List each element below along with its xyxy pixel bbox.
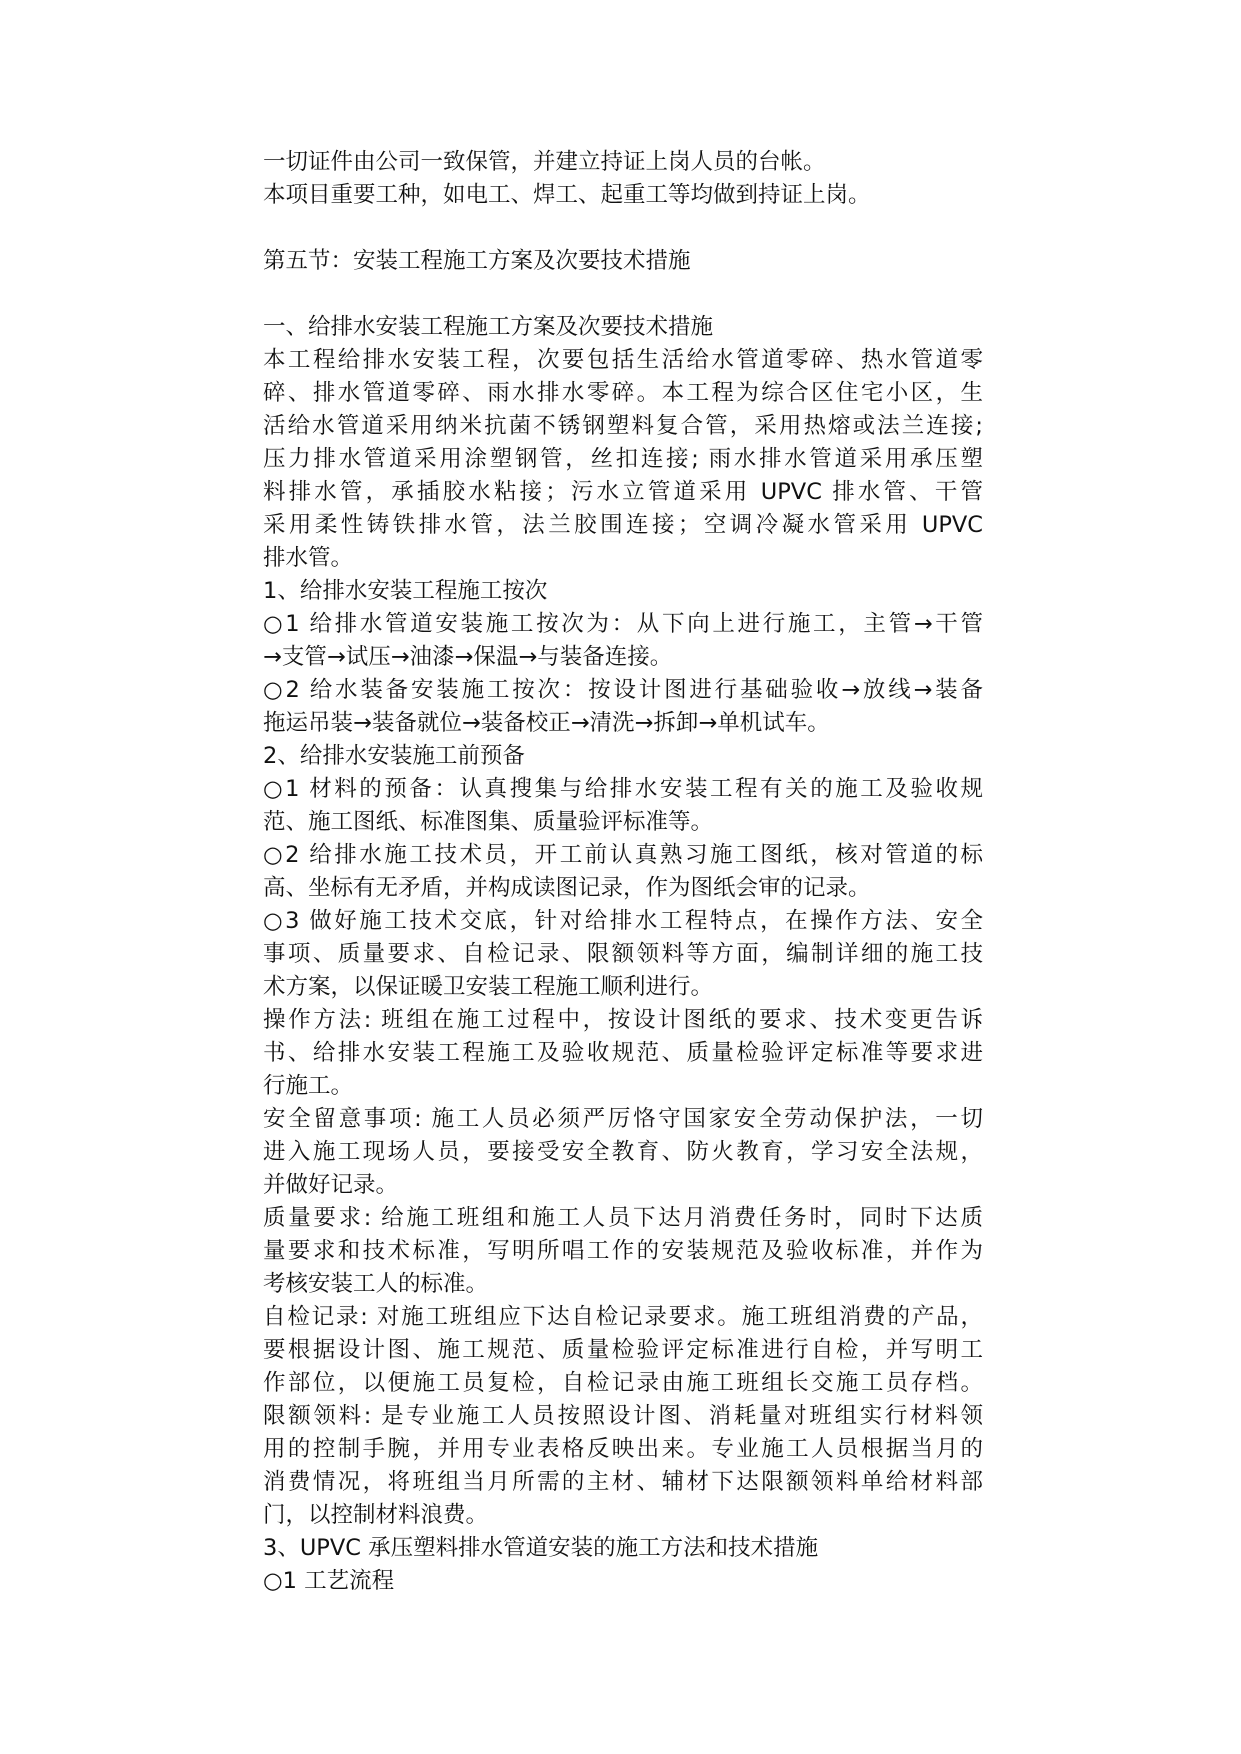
text-line: 本项目重要工种，如电工、焊工、起重工等均做到持证上岗。	[263, 182, 871, 208]
text-line: 安全留意事项: 施工人员必须严厉恪守国家安全劳动保护法，一切	[263, 1106, 983, 1132]
text-line: 自检记录: 对施工班组应下达自检记录要求。施工班组消费的产品，	[263, 1304, 983, 1330]
text-line: 作部位，以便施工员复检，自检记录由施工班组长交施工员存档。	[263, 1370, 983, 1396]
text-line: ○1 给排水管道安装施工按次为：从下向上进行施工，主管→干管	[263, 611, 983, 637]
text-line: 事项、质量要求、自检记录、限额领料等方面，编制详细的施工技	[263, 941, 983, 967]
text-line: 门，以控制材料浪费。	[263, 1502, 489, 1528]
text-line: 并做好记录。	[263, 1172, 399, 1198]
text-line: 拖运吊装→装备就位→装备校正→清洗→拆卸→单机试车。	[263, 710, 830, 736]
text-line: 活给水管道采用纳米抗菌不锈钢塑料复合管，采用热熔或法兰连接;	[263, 413, 983, 439]
text-line: 压力排水管道采用涂塑钢管，丝扣连接; 雨水排水管道采用承压塑	[263, 446, 983, 472]
text-line: ○2 给排水施工技术员，开工前认真熟习施工图纸，核对管道的标	[263, 842, 983, 868]
text-line: 料排水管，承插胶水粘接；污水立管道采用 UPVC 排水管、干管	[263, 479, 983, 505]
text-line: 进入施工现场人员，要接受安全教育、防火教育，学习安全法规，	[263, 1139, 983, 1165]
text-line: 一、给排水安装工程施工方案及次要技术措施	[263, 314, 714, 340]
text-line: 术方案，以保证暖卫安装工程施工顺利进行。	[263, 974, 714, 1000]
text-line: 操作方法: 班组在施工过程中，按设计图纸的要求、技术变更告诉	[263, 1007, 983, 1033]
text-line: 用的控制手腕，并用专业表格反映出来。专业施工人员根据当月的	[263, 1436, 983, 1462]
paragraph-gap	[263, 212, 983, 245]
document-page	[263, 146, 983, 1598]
text-line: 质量要求: 给施工班组和施工人员下达月消费任务时，同时下达质	[263, 1205, 983, 1231]
text-line: ○1 材料的预备：认真搜集与给排水安装工程有关的施工及验收规	[263, 776, 983, 802]
text-line: ○1 工艺流程	[263, 1568, 395, 1594]
text-line: 采用柔性铸铁排水管，法兰胶围连接；空调冷凝水管采用 UPVC	[263, 512, 983, 538]
text-line: 量要求和技术标准，写明所唱工作的安装规范及验收标准，并作为	[263, 1238, 983, 1264]
text-line: 3、UPVC 承压塑料排水管道安装的施工方法和技术措施	[263, 1535, 819, 1561]
text-line: 要根据设计图、施工规范、质量检验评定标准进行自检，并写明工	[263, 1337, 983, 1363]
text-line: 行施工。	[263, 1073, 354, 1099]
paragraph-gap	[263, 278, 983, 311]
text-line: 碎、排水管道零碎、雨水排水零碎。本工程为综合区住宅小区，生	[263, 380, 983, 406]
text-line: 一切证件由公司一致保管，并建立持证上岗人员的台帐。	[263, 149, 826, 175]
text-line: 1、给排水安装工程施工按次	[263, 578, 548, 604]
text-line: 2、给排水安装施工前预备	[263, 743, 525, 769]
text-line: ○3 做好施工技术交底，针对给排水工程特点，在操作方法、安全	[263, 908, 983, 934]
text-line: 第五节：安装工程施工方案及次要技术措施	[263, 248, 691, 274]
text-line: 限额领料: 是专业施工人员按照设计图、消耗量对班组实行材料领	[263, 1403, 983, 1429]
text-line: ○2 给水装备安装施工按次：按设计图进行基础验收→放线→装备	[263, 677, 983, 703]
text-line: 考核安装工人的标准。	[263, 1271, 489, 1297]
text-line: 高、坐标有无矛盾，并构成读图记录，作为图纸会审的记录。	[263, 875, 871, 901]
text-line: 书、给排水安装工程施工及验收规范、质量检验评定标准等要求进	[263, 1040, 983, 1066]
text-line: 排水管。	[263, 545, 354, 571]
text-line: 范、施工图纸、标准图集、质量验评标准等。	[263, 809, 714, 835]
text-line: 本工程给排水安装工程，次要包括生活给水管道零碎、热水管道零	[263, 347, 983, 373]
text-line: 消费情况，将班组当月所需的主材、辅材下达限额领料单给材料部	[263, 1469, 983, 1495]
text-line: →支管→试压→油漆→保温→与装备连接。	[263, 644, 673, 670]
